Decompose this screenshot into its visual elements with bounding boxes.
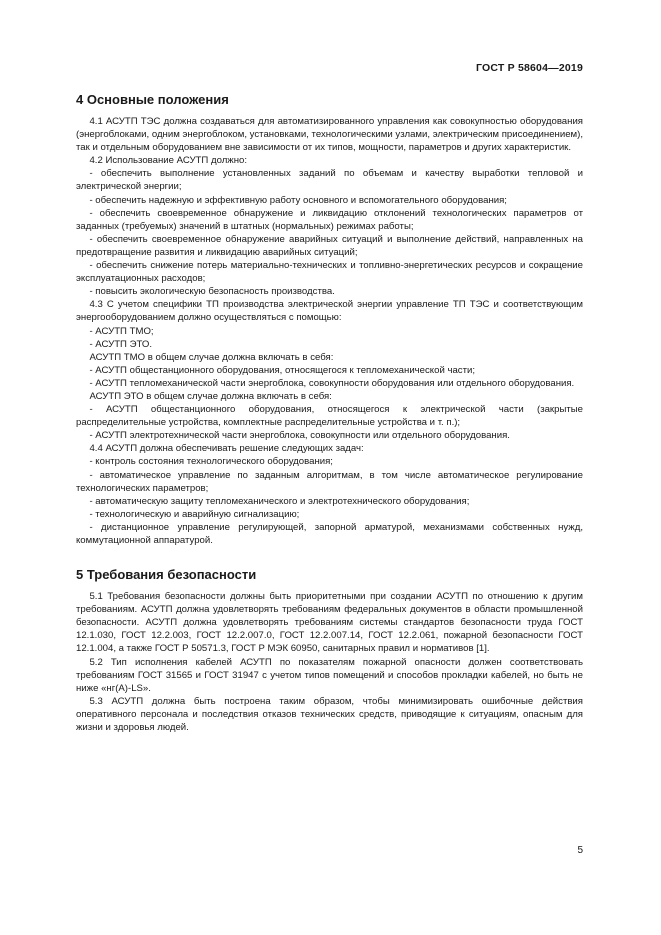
section-4-title: 4 Основные положения <box>76 92 229 107</box>
list-item: - автоматическую защиту тепломеханического и электротехнического оборудования; <box>89 495 470 507</box>
list-item: - дистанционное управление регулирующей, запорной арматурой, механизмами собственных нужд, коммутационной аппаратурой. <box>76 521 583 546</box>
paragraph-4-1: 4.1 АСУТП ТЭС должна создаваться для автоматизированного управления как совокупностью оборудования (энергоблоками, одним энергоблоком, установками, технологическими узлами, электрическим присоединением), так и отдельным оборудованием вне зависимости от их типов, мощности, параметров и других характеристик. <box>76 116 583 154</box>
list-item: - обеспечить своевременное обнаружение и ликвидацию отклонений технологических параметров от заданных (требуемых) значений в штатных (нормальных) режимах работы; <box>76 207 583 232</box>
section-4-body <box>76 115 583 547</box>
standard-number: ГОСТ Р 58604—2019 <box>475 62 583 74</box>
list-item: - повысить экологическую безопасность производства. <box>89 286 335 298</box>
list-item: - контроль состояния технологического оборудования; <box>89 456 333 468</box>
document-body <box>76 91 583 734</box>
list-item: - АСУТП электротехнической части энергоблока, совокупности или отдельного оборудования. <box>89 430 510 442</box>
page-number: 5 <box>577 845 583 856</box>
paragraph-4-3: 4.3 С учетом специфики ТП производства электрической энергии управление ТП ТЭС и соответствующим энергооборудованием должно осуществляться с помощью: <box>76 299 583 324</box>
paragraph-5-2: 5.2 Тип исполнения кабелей АСУТП по показателям пожарной опасности должен соответствовать требованиям ГОСТ 31565 и ГОСТ 31947 с учетом типов помещений и способов прокладки кабелей, но быть не ниже «нг(А)-LS». <box>76 656 583 694</box>
list-item: - АСУТП ТМО; <box>89 325 154 337</box>
list-item: - АСУТП тепломеханической части энергоблока, совокупности оборудования или отдельного оборудования. <box>89 377 575 389</box>
section-5-title: 5 Требования безопасности <box>76 567 257 583</box>
section-5-body <box>76 590 583 734</box>
list-item: - технологическую и аварийную сигнализацию; <box>89 508 300 520</box>
paragraph-4-2: 4.2 Использование АСУТП должно: <box>89 155 248 167</box>
list-item: - обеспечить своевременное обнаружение аварийных ситуаций и выполнение действий, направленных на предотвращение развития и ликвидацию аварийных ситуаций; <box>76 233 583 258</box>
list-item: - обеспечить снижение потерь материально-технических и топливно-энергетических ресурсов и сокращение эксплуатационных расходов; <box>76 260 583 285</box>
paragraph-5-3: 5.3 АСУТП должна быть построена таким образом, чтобы минимизировать ошибочные действия оперативного персонала и последствия отказов технических средств, приводящие к ситуациям, опасным для жизни и здоровья людей. <box>76 695 583 734</box>
paragraph-4-4: 4.4 АСУТП должна обеспечивать решение следующих задач: <box>89 443 364 455</box>
list-item: - обеспечить выполнение установленных заданий по объемам и качеству выработки тепловой и электрической энергии; <box>76 168 583 193</box>
list-item: - обеспечить надежную и эффективную работу основного и вспомогательного оборудования; <box>89 194 507 206</box>
list-item: - АСУТП общестанционного оборудования, относящегося к электрической части (закрытые распределительные устройства, комплектные распределительные устройства и т. п.); <box>76 404 583 429</box>
paragraph-5-1: 5.1 Требования безопасности должны быть приоритетными при создании АСУТП по отношению к другим требованиям. АСУТП должна удовлетворять требованиям федеральных документов в области промышленной безопасности. АСУТП должна удовлетворять требованиям системы стандартов безопасности труда ГОСТ 12.1.030, ГОСТ 12.2.003, ГОСТ 12.2.007.0, ГОСТ 12.2.007.14, ГОСТ 12.2.061, пожарной безопасности ГОСТ 12.1.004, а также ГОСТ Р 50571.3, ГОСТ Р МЭК 60950, санитарных правил и нормативов [1]. <box>76 591 583 655</box>
paragraph-eto: АСУТП ЭТО в общем случае должна включать в себя: <box>89 390 332 402</box>
list-item: - автоматическое управление по заданным алгоритмам, в том числе автоматическое регулирование технологических параметров; <box>76 469 583 494</box>
list-item: - АСУТП общестанционного оборудования, относящегося к тепломеханической части; <box>89 364 476 376</box>
list-item: - АСУТП ЭТО. <box>89 338 153 350</box>
paragraph-tmo: АСУТП ТМО в общем случае должна включать в себя: <box>89 351 334 363</box>
